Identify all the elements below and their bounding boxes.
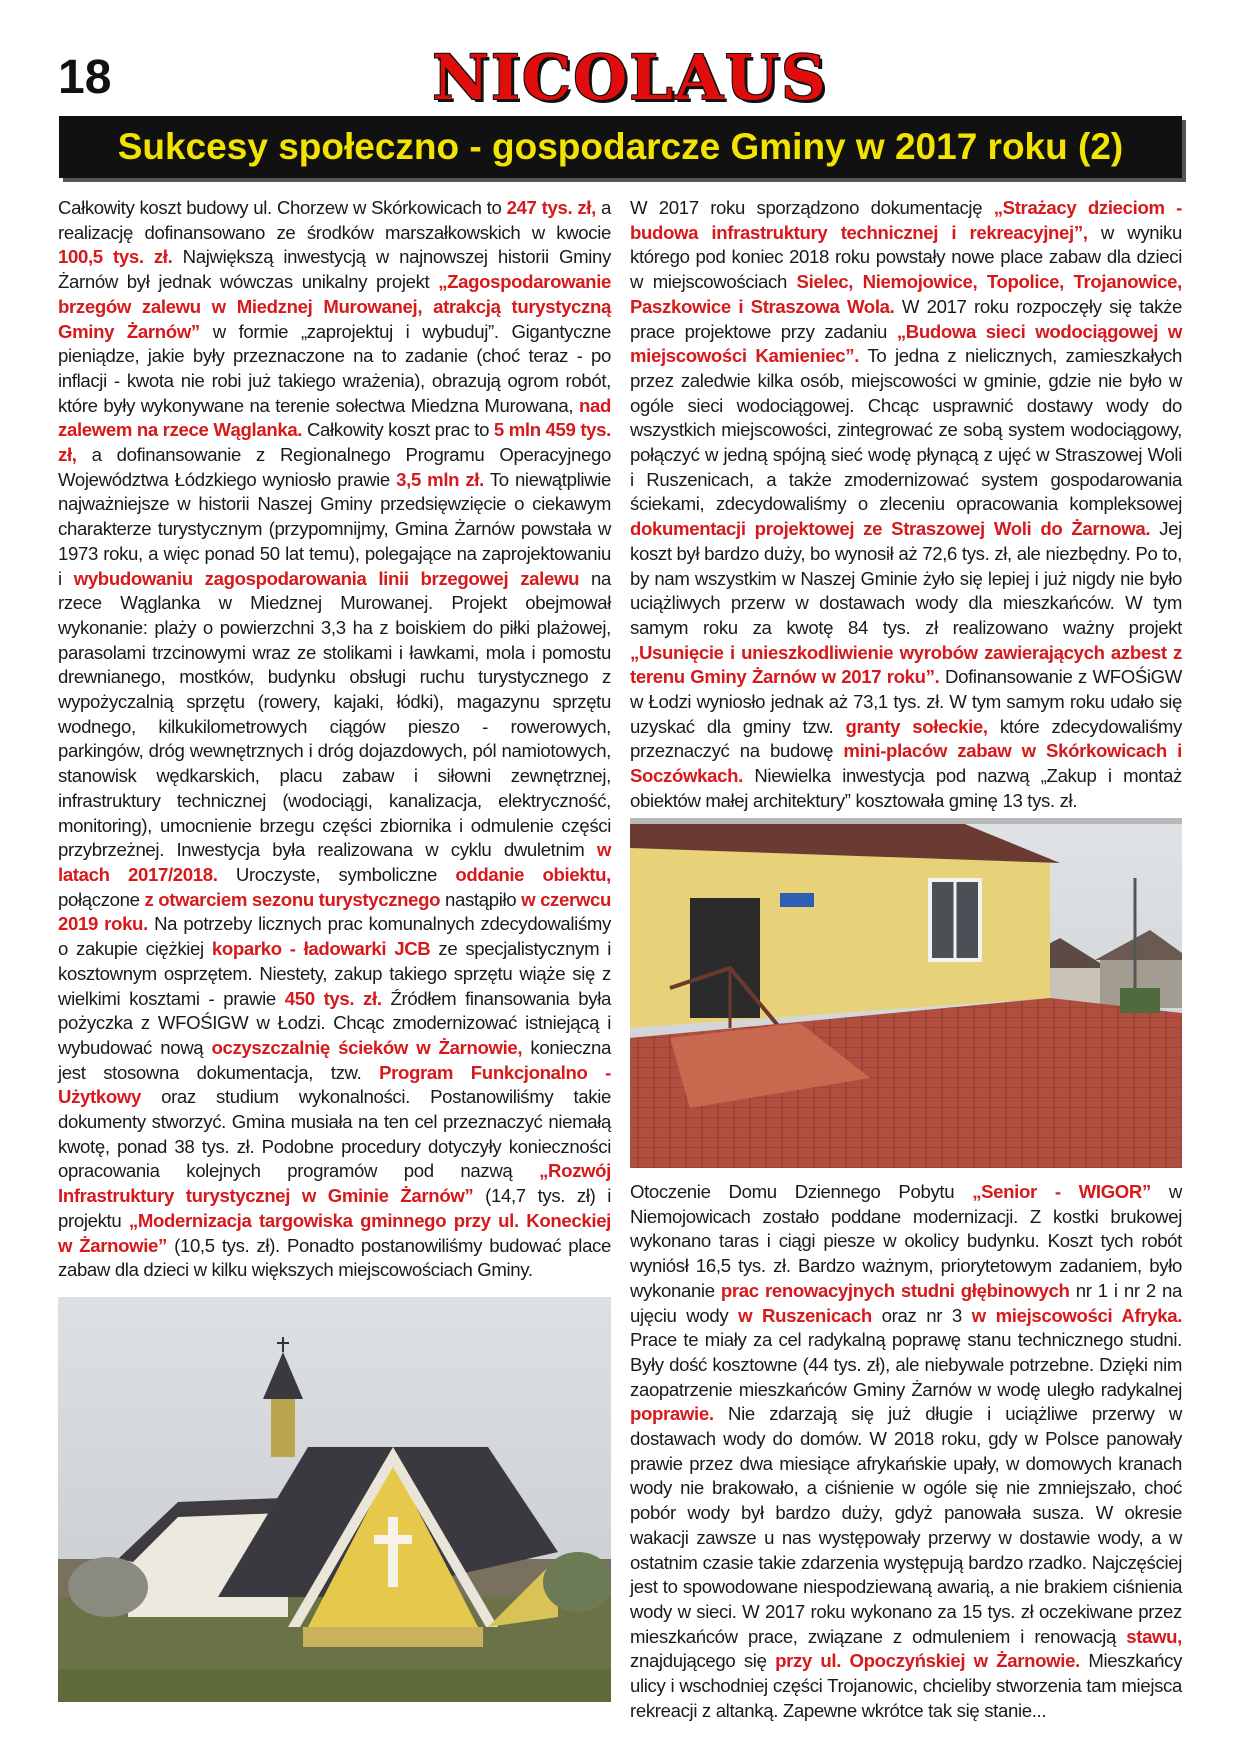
body-text: Niewielka inwestycja pod nazwą „Zakup i montaż obiektów małej architektury” kosztowała gminę 13 tys. zł. <box>630 765 1182 811</box>
highlighted-text: „Rozwój Infrastruktury turystycznej w Gminie Żarnów” <box>58 1160 611 1207</box>
highlighted-text: 450 tys. zł. <box>284 987 382 1009</box>
body-text: Źródłem finansowania była pożyczka z WFOŚIGW w Łodzi. Chcąc zmodernizować istniejącą i wybudować nową <box>58 987 611 1058</box>
highlighted-text: z otwarciem sezonu turystycznego <box>144 888 441 910</box>
senior-center-photo <box>630 818 1182 1168</box>
body-text: w formie „zaprojektuj i wybuduj”. Gigantyczne pieniądze, jakie były przeznaczone na to zadanie (choć teraz - po inflacji - kwota nie robi już takiego wrażenia), obrazują ogrom robót, które były wykonywane na terenie sołectwa Miedzna Murowana, <box>58 320 611 416</box>
highlighted-text: „Modernizacja targowiska gminnego przy ul. Koneckiej w Żarnowie” <box>58 1209 611 1256</box>
body-text: Największą inwestycją w najnowszej historii Gminy Żarnów był jednak wówczas unikalny projekt <box>58 246 611 293</box>
body-text: W 2017 roku sporządzono dokumentację <box>630 197 994 218</box>
body-text: które zdecydowaliśmy przeznaczyć na budowę <box>630 715 1182 762</box>
highlighted-text: w latach 2017/2018. <box>58 839 611 885</box>
highlighted-text: poprawie. <box>630 1403 714 1425</box>
highlighted-text: mini-placów zabaw w Skórkowicach i Soczówkach. <box>630 740 1182 787</box>
body-text: na rzece Wąglanka w Miedznej Murowanej. Projekt obejmował wykonanie: plaży o powierzchni 3,3 ha z boiskiem do piłki plażowej, parasolami trzcinowymi wraz ze stolikami i ławkami, mola i pomostu drewnianego, mostków, budynku obsługi ruchu turystycznego z wypożyczalnią sprzętu (rowery, kajaki, łódki), magazynu sprzętu wodnego, kilkukilometrowych ciągów pieszo - rowerowych, parkingów, dróg wewnętrznych i dróg dojazdowych, pól namiotowych, stanowisk wędkarskich, placu zabaw i siłowni zewnętrznej, infrastruktury technicznej (wodociągi, kanalizacja, elektryczność, monitoring), umocnienie brzegu części zbiornika i odmulenie części przybrzeżnej. Inwestycja była realizowana w cyklu dwuletnim <box>58 567 611 861</box>
page-number: 18 <box>58 51 112 104</box>
body-text: w Niemojowicach zostało poddane modernizacji. Z kostki brukowej wykonano taras i ciągi piesze w okolicy budynku. Koszt tych robót wyniósł 16,5 tys. zł. Bardzo ważnym, priorytetowym zadaniem, było wykonanie <box>630 1181 1182 1301</box>
highlighted-text: oddanie obiektu, <box>455 863 611 885</box>
highlighted-text: Program Funkcjonalno - Użytkowy <box>58 1061 612 1108</box>
body-text: To jedna z nielicznych, zamieszkałych przez zaledwie kilka osób, miejscowości w gminie, gdzie nie było w ogóle sieci wodociągowej. Chcąc usprawnić dostawy wody do wszystkich miejscowości, zintegrować ze sobą system wodociągowy, połączyć w jedną spójną sieć wodę płynącą z ujęć w Straszowej Woli i Ruszenicach, a także zmodernizować system gospodarowania ściekami, zdecydowaliśmy o zleceniu opracowania kompleksowej <box>630 345 1182 515</box>
body-text: W 2017 roku rozpoczęły się także prace projektowe przy zadaniu <box>630 295 1182 342</box>
body-text: połączone <box>58 888 145 910</box>
highlighted-text: „Zagospodarowanie brzegów zalewu w Miedznej Murowanej, atrakcją turystyczną Gminy Żarnów” <box>58 271 611 342</box>
body-text: Mieszkańcy ulicy i wschodniej części Trojanowic, chcieliby stworzenia tam miejsca rekreacji z altanką. Zapewne wkrótce tak się stanie... <box>630 1650 1183 1721</box>
highlighted-text: dokumentacji projektowej ze Straszowej Woli do Żarnowa. <box>630 518 1151 540</box>
highlighted-text: „Usunięcie i unieszkodliwienie wyrobów zawierających azbest z terenu Gminy Żarnów w 2017 roku”. <box>630 641 1182 688</box>
highlighted-text: „Senior - WIGOR” <box>972 1181 1151 1202</box>
body-text: Całkowity koszt budowy ul. Chorzew w Skórkowicach to <box>58 197 507 218</box>
article-column-right-bottom <box>630 1180 1182 1723</box>
highlighted-text: 100,5 tys. zł. <box>58 246 173 268</box>
article-column-right-top <box>630 196 1182 814</box>
highlighted-text: w miejscowości Afryka. <box>971 1304 1183 1326</box>
body-text: znajdującego się <box>630 1650 776 1672</box>
article-paragraph <box>630 196 1182 814</box>
body-text: Otoczenie Domu Dziennego Pobytu <box>630 1181 973 1202</box>
church-photo <box>58 1297 611 1702</box>
highlighted-text: Sielec, Niemojowice, Topolice, Trojanowice, Paszkowice i Straszowa Wola. <box>630 271 1182 317</box>
article-headline: Sukcesy społeczno - gospodarcze Gminy w 2017 roku (2) <box>117 126 1124 167</box>
body-text: Całkowity koszt prac to <box>302 419 494 441</box>
highlighted-text: 5 mln 459 tys. zł, <box>58 419 611 466</box>
article-paragraph <box>630 1180 1182 1723</box>
body-text: ze specjalistycznym i kosztownym osprzętem. Niestety, zakup takiego sprzętu wiąże się z wielkimi kosztami - prawie <box>58 938 611 1009</box>
body-text: (14,7 tys. zł) i projektu <box>58 1185 611 1231</box>
highlighted-text: wybudowaniu zagospodarowania linii brzegowej zalewu <box>73 567 580 589</box>
highlighted-text: „Budowa sieci wodociągowej w miejscowości Kamieniec”. <box>630 320 1182 367</box>
body-text: a dofinansowanie z Regionalnego Programu Operacyjnego Województwa Łódzkiego wyniosło prawie <box>58 444 611 490</box>
body-text: To niewątpliwie najważniejsze w historii Naszej Gminy przedsięwzięcie o ciekawym charakterze turystycznym (przypomnijmy, Gmina Żarnów powstała w 1973 roku, a więc ponad 50 lat temu), polegające na zaprojektowaniu i <box>58 468 611 589</box>
highlighted-text: oczyszczalnię ścieków w Żarnowie, <box>211 1036 523 1058</box>
body-text: Uroczyste, symboliczne <box>217 863 456 885</box>
body-text: Jej koszt był bardzo duży, bo wynosił aż 72,6 tys. zł, ale niezbędny. Po to, by nam wszystkim w Naszej Gminie żyło się lepiej i już nigdy nie było uciążliwych przerw w dostawach wody dla mieszkańców. W tym samym roku za kwotę 84 tys. zł realizowano ważny projekt <box>630 518 1182 638</box>
body-text: Dofinansowanie z WFOŚiGW w Łodzi wyniosło jednak aż 73,1 tys. zł. W tym samym roku udało się uzyskać dla gminy tzw. <box>630 666 1182 737</box>
body-text: Prace te miały za cel radykalną poprawę stanu technicznego studni. Były dość kosztowne (44 tys. zł), ale niebywale potrzebne. Dzięki nim zaopatrzenie mieszkańców Gminy Żarnów w wodę uległo radykalnej <box>630 1329 1182 1400</box>
body-text: nastąpiło <box>440 888 522 910</box>
article-paragraph <box>58 196 611 1283</box>
body-text: oraz nr 3 <box>871 1304 972 1326</box>
body-text: a realizację dofinansowano ze środków marszałkowskich w kwocie <box>58 197 612 243</box>
masthead-logo: NICOLAUS <box>432 41 828 114</box>
body-text: oraz studium wykonalności. Postanowiliśmy takie dokumenty stworzyć. Gmina musiała na ten cel przeznaczyć niemałą kwotę, ponad 38 tys. zł. Podobne procedury dotyczyły konieczności opracowania kolejnych programów pod nazwą <box>58 1086 611 1182</box>
highlighted-text: 247 tys. zł, <box>506 197 596 218</box>
highlighted-text: koparko - ładowarki JCB <box>211 938 431 960</box>
highlighted-text: stawu, <box>1126 1625 1182 1647</box>
body-text: Nie zdarzają się już długie i uciążliwe przerwy w dostawach wody do domów. W 2018 roku, gdy w Polsce panowały prawie przez dwa miesiące afrykańskie upały, w domowych kranach wody nie brakowało, a ciśnienie w ogóle się nie zmniejszało, choć pobór wody był bardzo duży, gdyż panowała susza. W okresie wakacji zawsze u nas występowały przerwy w dostawie wody, a w ostatnim czasie takie zdarzenia występują bardzo rzadko. Najczęściej jest to spowodowane niespodziewaną awarią, a nie brakiem ciśnienia wody w sieci. W 2017 roku wykonano za 15 tys. zł oczekiwane przez mieszkańców prace, związane z odmuleniem i renowacją <box>630 1403 1182 1647</box>
highlighted-text: prac renowacyjnych studni głębinowych <box>720 1279 1070 1301</box>
body-text: (10,5 tys. zł). Ponadto postanowiliśmy budować place zabaw dla dzieci w kilku większych miejscowościach Gminy. <box>58 1234 611 1281</box>
highlighted-text: granty sołeckie, <box>845 715 988 737</box>
body-text: w wyniku którego pod koniec 2018 roku powstały nowe place zabaw dla dzieci w miejscowościach <box>630 221 1182 293</box>
highlighted-text: w Ruszenicach <box>738 1304 872 1326</box>
headline-bar <box>59 116 1182 178</box>
highlighted-text: 3,5 mln zł. <box>396 468 484 490</box>
article-column-left <box>58 196 611 1283</box>
body-text: nr 1 i nr 2 na ujęciu wody <box>630 1279 1183 1326</box>
highlighted-text: „Strażacy dzieciom - budowa infrastruktury technicznej i rekreacyjnej”, <box>630 197 1182 243</box>
body-text: konieczna jest stosowna dokumentacja, tzw. <box>58 1036 611 1083</box>
highlighted-text: w czerwcu 2019 roku. <box>58 888 611 935</box>
highlighted-text: nad zalewem na rzece Wąglanka. <box>58 394 611 441</box>
body-text: Na potrzeby licznych prac komunalnych zdecydowaliśmy o zakupie ciężkiej <box>58 913 611 960</box>
highlighted-text: przy ul. Opoczyńskiej w Żarnowie. <box>775 1650 1080 1672</box>
